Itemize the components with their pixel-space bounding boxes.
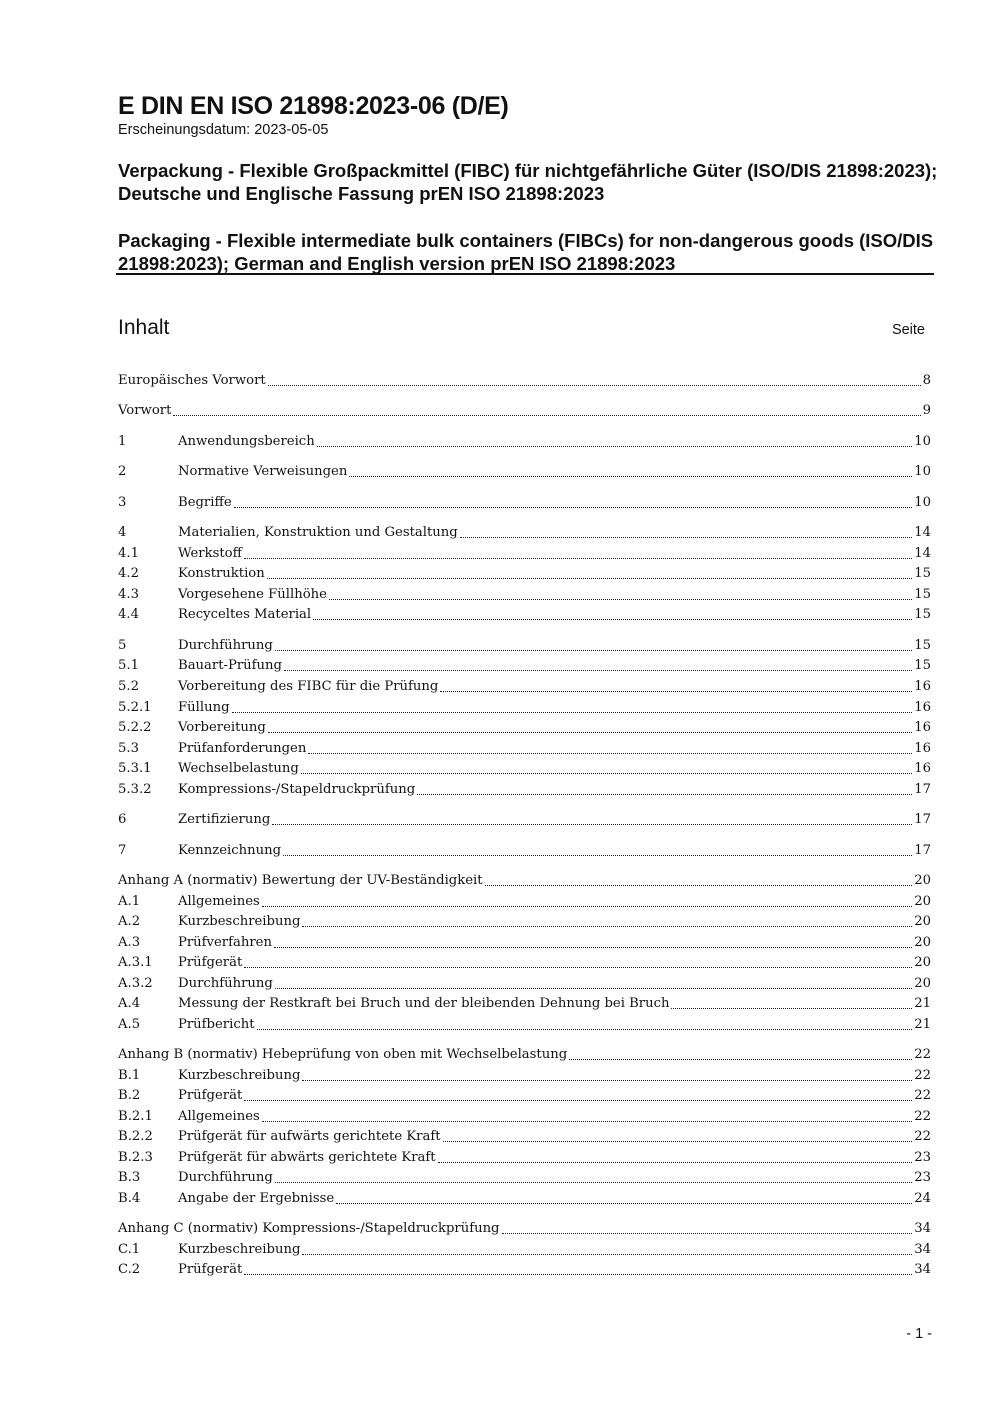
toc-entry-page: 34	[914, 1242, 931, 1257]
toc-leader-dots	[283, 855, 912, 856]
document-title-german: Verpackung - Flexible Großpackmittel (FIBC) für nichtgefährliche Güter (ISO/DIS 21898:2023); Deutsche und Englische Fassung prEN ISO 21898:2023	[118, 160, 938, 204]
toc-leader-dots	[268, 385, 921, 386]
toc-entry[interactable]	[118, 739, 931, 759]
toc-leader-dots	[460, 537, 912, 538]
toc-entry-page: 20	[914, 873, 931, 888]
toc-entry-page: 21	[914, 996, 931, 1011]
toc-entry-number: B.1	[118, 1068, 141, 1083]
toc-entry-page: 17	[914, 782, 931, 797]
toc-entry-title: Allgemeines	[178, 894, 260, 909]
toc-entry-title: Vorbereitung des FIBC für die Prüfung	[178, 679, 439, 694]
toc-entry-title: Normative Verweisungen	[178, 464, 348, 479]
toc-entry-title: Wechselbelastung	[178, 761, 299, 776]
toc-entry-title: Prüfgerät für abwärts gerichtete Kraft	[178, 1150, 436, 1165]
toc-entry[interactable]	[118, 636, 931, 656]
toc-leader-dots	[336, 1203, 912, 1204]
title-divider	[116, 273, 934, 275]
toc-entry-number: B.2	[118, 1088, 141, 1103]
toc-entry-title: Durchführung	[178, 976, 273, 991]
toc-entry[interactable]	[118, 933, 931, 953]
toc-leader-dots	[440, 691, 912, 692]
toc-entry[interactable]	[118, 1260, 931, 1280]
toc-entry-number: 1	[118, 434, 127, 449]
toc-entry-page: 20	[914, 914, 931, 929]
toc-leader-dots	[302, 926, 912, 927]
toc-entry-number: B.2.2	[118, 1129, 153, 1144]
toc-entry-number: B.4	[118, 1191, 141, 1206]
toc-entry[interactable]	[118, 585, 931, 605]
toc-leader-dots	[313, 619, 912, 620]
toc-entry-page: 22	[914, 1109, 931, 1124]
toc-entry-page: 16	[914, 720, 931, 735]
toc-entry-title: Anhang A (normativ) Bewertung der UV-Beständigkeit	[118, 873, 483, 888]
toc-leader-dots	[272, 824, 912, 825]
toc-entry-title: Prüfgerät für aufwärts gerichtete Kraft	[178, 1129, 441, 1144]
toc-entry[interactable]	[118, 564, 931, 584]
toc-entry-page: 23	[914, 1150, 931, 1165]
toc-entry[interactable]	[118, 759, 931, 779]
toc-entry[interactable]	[118, 544, 931, 564]
toc-entry-number: B.2.1	[118, 1109, 153, 1124]
toc-leader-dots	[302, 1254, 912, 1255]
toc-entry-title: Kompressions-/Stapeldruckprüfung	[178, 782, 416, 797]
toc-entry-page: 23	[914, 1170, 931, 1185]
toc-entry[interactable]	[118, 1015, 931, 1035]
toc-leader-dots	[244, 1100, 912, 1101]
toc-leader-dots	[417, 794, 912, 795]
toc-entry-page: 14	[914, 525, 931, 540]
toc-entry-page: 16	[914, 741, 931, 756]
toc-entry-number: 5	[118, 638, 127, 653]
toc-leader-dots	[349, 476, 912, 477]
toc-entry-title: Kurzbeschreibung	[178, 1068, 301, 1083]
toc-entry-title: Füllung	[178, 700, 230, 715]
toc-entry-number: 5.2.1	[118, 700, 152, 715]
toc-entry-page: 20	[914, 935, 931, 950]
document-title-english: Packaging - Flexible intermediate bulk containers (FIBCs) for non-dangerous goods (ISO/DIS 21898:2023); German and English version prEN ISO 21898:2023	[118, 230, 934, 274]
toc-entry[interactable]	[118, 1086, 931, 1106]
toc-entry-number: 5.2	[118, 679, 139, 694]
toc-entry-page: 22	[914, 1088, 931, 1103]
toc-leader-dots	[308, 753, 912, 754]
toc-entry[interactable]	[118, 1127, 931, 1147]
document-id: E DIN EN ISO 21898:2023-06 (D/E)	[118, 92, 509, 120]
toc-leader-dots	[443, 1141, 913, 1142]
toc-entry-number: 4.1	[118, 546, 139, 561]
toc-entry-number: 3	[118, 495, 127, 510]
toc-leader-dots	[244, 558, 912, 559]
toc-entry-page: 16	[914, 700, 931, 715]
toc-leader-dots	[262, 1121, 912, 1122]
toc-entry-page: 34	[914, 1221, 931, 1236]
toc-entry-page: 20	[914, 976, 931, 991]
toc-entry-page: 17	[914, 812, 931, 827]
toc-entry-number: B.3	[118, 1170, 141, 1185]
toc-entry-title: Prüfanforderungen	[178, 741, 307, 756]
toc-entry-number: A.3.2	[118, 976, 153, 991]
toc-leader-dots	[268, 732, 912, 733]
toc-leader-dots	[317, 446, 913, 447]
toc-entry-page: 15	[914, 587, 931, 602]
toc-entry-number: 4.2	[118, 566, 139, 581]
toc-entry-title: Anwendungsbereich	[178, 434, 315, 449]
toc-entry-page: 10	[914, 464, 931, 479]
toc-entry-page: 34	[914, 1262, 931, 1277]
toc-entry[interactable]	[118, 1168, 931, 1188]
toc-entry[interactable]	[118, 1240, 931, 1260]
toc-entry-page: 9	[922, 403, 931, 418]
toc-entry[interactable]	[118, 523, 931, 543]
toc-entry-page: 21	[914, 1017, 931, 1032]
toc-entry-title: Messung der Restkraft bei Bruch und der bleibenden Dehnung bei Bruch	[178, 996, 670, 1011]
toc-entry[interactable]	[118, 677, 931, 697]
toc-entry-title: Bauart-Prüfung	[178, 658, 282, 673]
toc-entry-page: 15	[914, 658, 931, 673]
toc-entry-number: 5.3.1	[118, 761, 152, 776]
toc-entry-title: Prüfgerät	[178, 955, 243, 970]
toc-entry-page: 10	[914, 434, 931, 449]
toc-entry-page: 22	[914, 1068, 931, 1083]
toc-entry-number: 2	[118, 464, 127, 479]
toc-leader-dots	[232, 712, 913, 713]
toc-leader-dots	[244, 967, 912, 968]
toc-entry[interactable]	[118, 1107, 931, 1127]
toc-entry[interactable]	[118, 841, 931, 861]
toc-leader-dots	[274, 947, 912, 948]
toc-entry-title: Angabe der Ergebnisse	[178, 1191, 335, 1206]
toc-entry-title: Anhang B (normativ) Hebeprüfung von oben mit Wechselbelastung	[118, 1047, 568, 1062]
toc-entry-page: 20	[914, 955, 931, 970]
toc-leader-dots	[284, 670, 912, 671]
toc-entry-number: 5.1	[118, 658, 139, 673]
toc-entry-title: Kurzbeschreibung	[178, 914, 301, 929]
toc-leader-dots	[671, 1008, 912, 1009]
toc-leader-dots	[438, 1162, 913, 1163]
toc-entry[interactable]	[118, 656, 931, 676]
toc-entry-number: 4.3	[118, 587, 139, 602]
toc-entry-number: 5.2.2	[118, 720, 152, 735]
toc-leader-dots	[257, 1029, 913, 1030]
toc-entry-page: 16	[914, 761, 931, 776]
toc-entry-number: A.4	[118, 996, 141, 1011]
toc-entry-number: A.5	[118, 1017, 141, 1032]
toc-leader-dots	[262, 906, 912, 907]
toc-leader-dots	[275, 1182, 912, 1183]
toc-entry-number: 5.3.2	[118, 782, 152, 797]
toc-leader-dots	[173, 415, 920, 416]
toc-entry[interactable]	[118, 401, 931, 421]
toc-entry-number: A.2	[118, 914, 141, 929]
toc-entry[interactable]	[118, 871, 931, 891]
toc-entry-number: B.2.3	[118, 1150, 153, 1165]
toc-entry-title: Kennzeichnung	[178, 843, 282, 858]
toc-leader-dots	[244, 1274, 912, 1275]
toc-entry[interactable]	[118, 810, 931, 830]
toc-entry-title: Recyceltes Material	[178, 607, 312, 622]
toc-entry[interactable]	[118, 718, 931, 738]
toc-leader-dots	[275, 988, 912, 989]
toc-entry[interactable]	[118, 605, 931, 625]
toc-entry-page: 10	[914, 495, 931, 510]
toc-leader-dots	[329, 599, 912, 600]
toc-entry-page: 20	[914, 894, 931, 909]
toc-entry-page: 8	[922, 373, 931, 388]
toc-entry[interactable]	[118, 953, 931, 973]
toc-entry-page: 17	[914, 843, 931, 858]
toc-entry-page: 15	[914, 566, 931, 581]
toc-entry[interactable]	[118, 994, 931, 1014]
toc-entry-title: Prüfgerät	[178, 1262, 243, 1277]
toc-entry-number: C.1	[118, 1242, 141, 1257]
toc-entry[interactable]	[118, 1066, 931, 1086]
toc-entry[interactable]	[118, 432, 931, 452]
toc-entry-title: Europäisches Vorwort	[118, 373, 266, 388]
toc-entry-number: A.3	[118, 935, 141, 950]
toc-entry-title: Prüfgerät	[178, 1088, 243, 1103]
page-number: - 1 -	[906, 1326, 932, 1342]
toc-entry-title: Durchführung	[178, 638, 273, 653]
toc-entry-number: 5.3	[118, 741, 139, 756]
toc-entry-title: Kurzbeschreibung	[178, 1242, 301, 1257]
toc-entry[interactable]	[118, 892, 931, 912]
toc-entry-title: Konstruktion	[178, 566, 265, 581]
toc-leader-dots	[275, 650, 912, 651]
toc-entry[interactable]	[118, 912, 931, 932]
toc-leader-dots	[569, 1059, 912, 1060]
toc-entry-page: 16	[914, 679, 931, 694]
toc-entry-title: Zertifizierung	[178, 812, 271, 827]
publication-date: Erscheinungsdatum: 2023-05-05	[118, 122, 329, 138]
toc-entry-page: 22	[914, 1047, 931, 1062]
toc-page-column-label: Seite	[891, 322, 925, 338]
toc-entry-page: 15	[914, 638, 931, 653]
toc-entry-number: 6	[118, 812, 127, 827]
toc-entry-number: A.1	[118, 894, 141, 909]
toc-leader-dots	[301, 773, 912, 774]
toc-entry-number: 4	[118, 525, 127, 540]
toc-entry-number: A.3.1	[118, 955, 153, 970]
toc-leader-dots	[234, 507, 913, 508]
toc-leader-dots	[302, 1080, 912, 1081]
toc-entry-page: 24	[914, 1191, 931, 1206]
toc-entry-title: Durchführung	[178, 1170, 273, 1185]
toc-entry-page: 14	[914, 546, 931, 561]
toc-entry-page: 15	[914, 607, 931, 622]
toc-entry-title: Anhang C (normativ) Kompressions-/Stapeldruckprüfung	[118, 1221, 500, 1236]
toc-leader-dots	[267, 578, 912, 579]
toc-entry-number: C.2	[118, 1262, 141, 1277]
toc-entry[interactable]	[118, 1189, 931, 1209]
toc-entry-page: 22	[914, 1129, 931, 1144]
toc-entry-title: Begriffe	[178, 495, 232, 510]
toc-entry-number: 7	[118, 843, 127, 858]
toc-entry-title: Prüfverfahren	[178, 935, 272, 950]
toc-entry-title: Vorgesehene Füllhöhe	[178, 587, 327, 602]
toc-entry[interactable]	[118, 1219, 931, 1239]
toc-leader-dots	[485, 885, 913, 886]
toc-entry-title: Prüfbericht	[178, 1017, 255, 1032]
toc-entry-title: Materialien, Konstruktion und Gestaltung	[178, 525, 458, 540]
toc-entry-title: Allgemeines	[178, 1109, 260, 1124]
toc-entry-title: Vorwort	[118, 403, 172, 418]
toc-entry[interactable]	[118, 780, 931, 800]
toc-leader-dots	[502, 1233, 913, 1234]
toc-entry-title: Vorbereitung	[178, 720, 266, 735]
toc-entry[interactable]	[118, 698, 931, 718]
toc-entry[interactable]	[118, 1148, 931, 1168]
toc-entry[interactable]	[118, 1045, 931, 1065]
toc-entry[interactable]	[118, 462, 931, 482]
toc-entry[interactable]	[118, 493, 931, 513]
toc-entry[interactable]	[118, 974, 931, 994]
toc-heading: Inhalt	[118, 316, 170, 339]
toc-entry[interactable]	[118, 371, 931, 391]
toc-entry-number: 4.4	[118, 607, 139, 622]
toc-entry-title: Werkstoff	[178, 546, 242, 561]
